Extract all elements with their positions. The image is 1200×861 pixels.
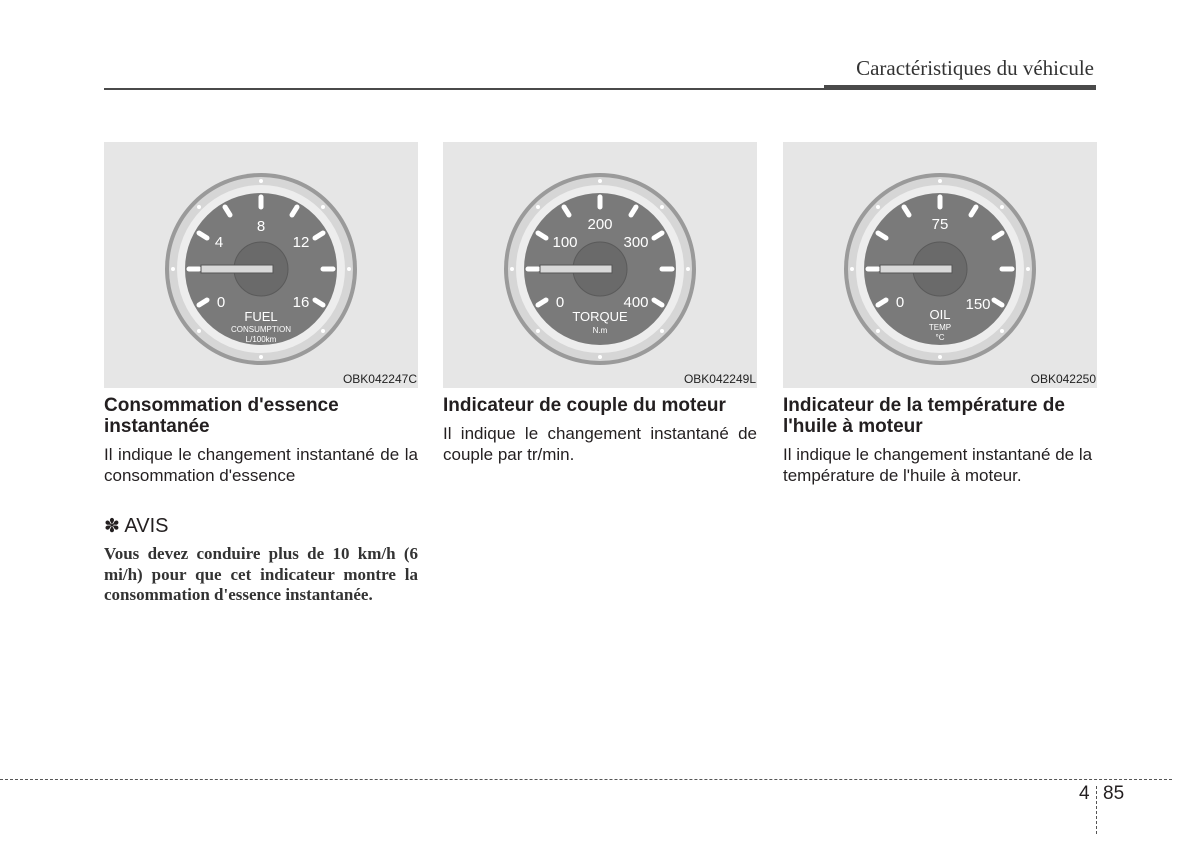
tick-label: 300 — [623, 234, 649, 251]
section-title: Consommation d'essence instantanée — [104, 395, 339, 437]
section-title: Indicateur de la température de l'huile à moteur — [783, 395, 1065, 437]
asterisk-icon: ✽ — [104, 516, 120, 537]
tick-label: 0 — [216, 294, 226, 311]
section-body: Il indique le changement instantané de la consommation d'essence — [104, 445, 418, 485]
gauge-label: TORQUE — [572, 309, 628, 324]
section-title: Indicateur de couple du moteur — [443, 395, 726, 416]
running-header-title: Caractéristiques du véhicule — [856, 56, 1094, 80]
tick-label: 200 — [587, 216, 613, 233]
gauge-label: TEMP — [928, 323, 952, 332]
gauge-label: L/100km — [245, 335, 277, 344]
gauge-label: OIL — [929, 307, 951, 322]
tick-label: 16 — [292, 294, 310, 311]
tick-label: 400 — [623, 294, 649, 311]
tick-label: 12 — [292, 234, 310, 251]
tick-label: 4 — [214, 234, 224, 251]
column-torque — [443, 142, 757, 465]
figure-code: OBK042247C — [342, 372, 417, 386]
tick-label: 0 — [895, 294, 905, 311]
tick-label: 75 — [931, 216, 949, 233]
fuel-gauge-illustration — [104, 142, 418, 388]
footer-rule — [0, 779, 1172, 780]
figure-torque-gauge — [443, 142, 757, 388]
header-rule-accent — [824, 85, 1096, 90]
tick-label: 0 — [555, 294, 565, 311]
gauge-label: CONSUMPTION — [231, 325, 291, 334]
footer-divider — [1096, 786, 1097, 834]
torque-gauge-illustration — [443, 142, 757, 388]
notice-title — [104, 515, 418, 538]
figure-fuel-gauge — [104, 142, 418, 388]
chapter-number: 4 — [1079, 783, 1090, 804]
figure-oil-temp-gauge — [783, 142, 1097, 388]
notice-body: Vous devez conduire plus de 10 km/h (6 mi/h) pour que cet indicateur montre la consommation d'essence instantanée. — [104, 544, 418, 604]
tick-label: 8 — [256, 218, 266, 235]
gauge-label: N.m — [592, 326, 608, 335]
oil-temp-gauge-illustration — [783, 142, 1097, 388]
tick-label: 100 — [552, 234, 578, 251]
figure-code: OBK042249L — [683, 372, 756, 386]
column-oil-temperature — [783, 142, 1097, 486]
notice-label: AVIS — [124, 515, 169, 537]
figure-code: OBK042250 — [1030, 372, 1096, 386]
column-fuel-consumption — [104, 142, 418, 606]
section-body: Il indique le changement instantané de couple par tr/min. — [443, 424, 757, 464]
page-number: 85 — [1103, 783, 1125, 804]
tick-label: 150 — [965, 296, 991, 313]
gauge-label: FUEL — [244, 309, 278, 324]
section-body: Il indique le changement instantané de la température de l'huile à moteur. — [783, 445, 1093, 485]
gauge-label: °C — [935, 333, 945, 342]
